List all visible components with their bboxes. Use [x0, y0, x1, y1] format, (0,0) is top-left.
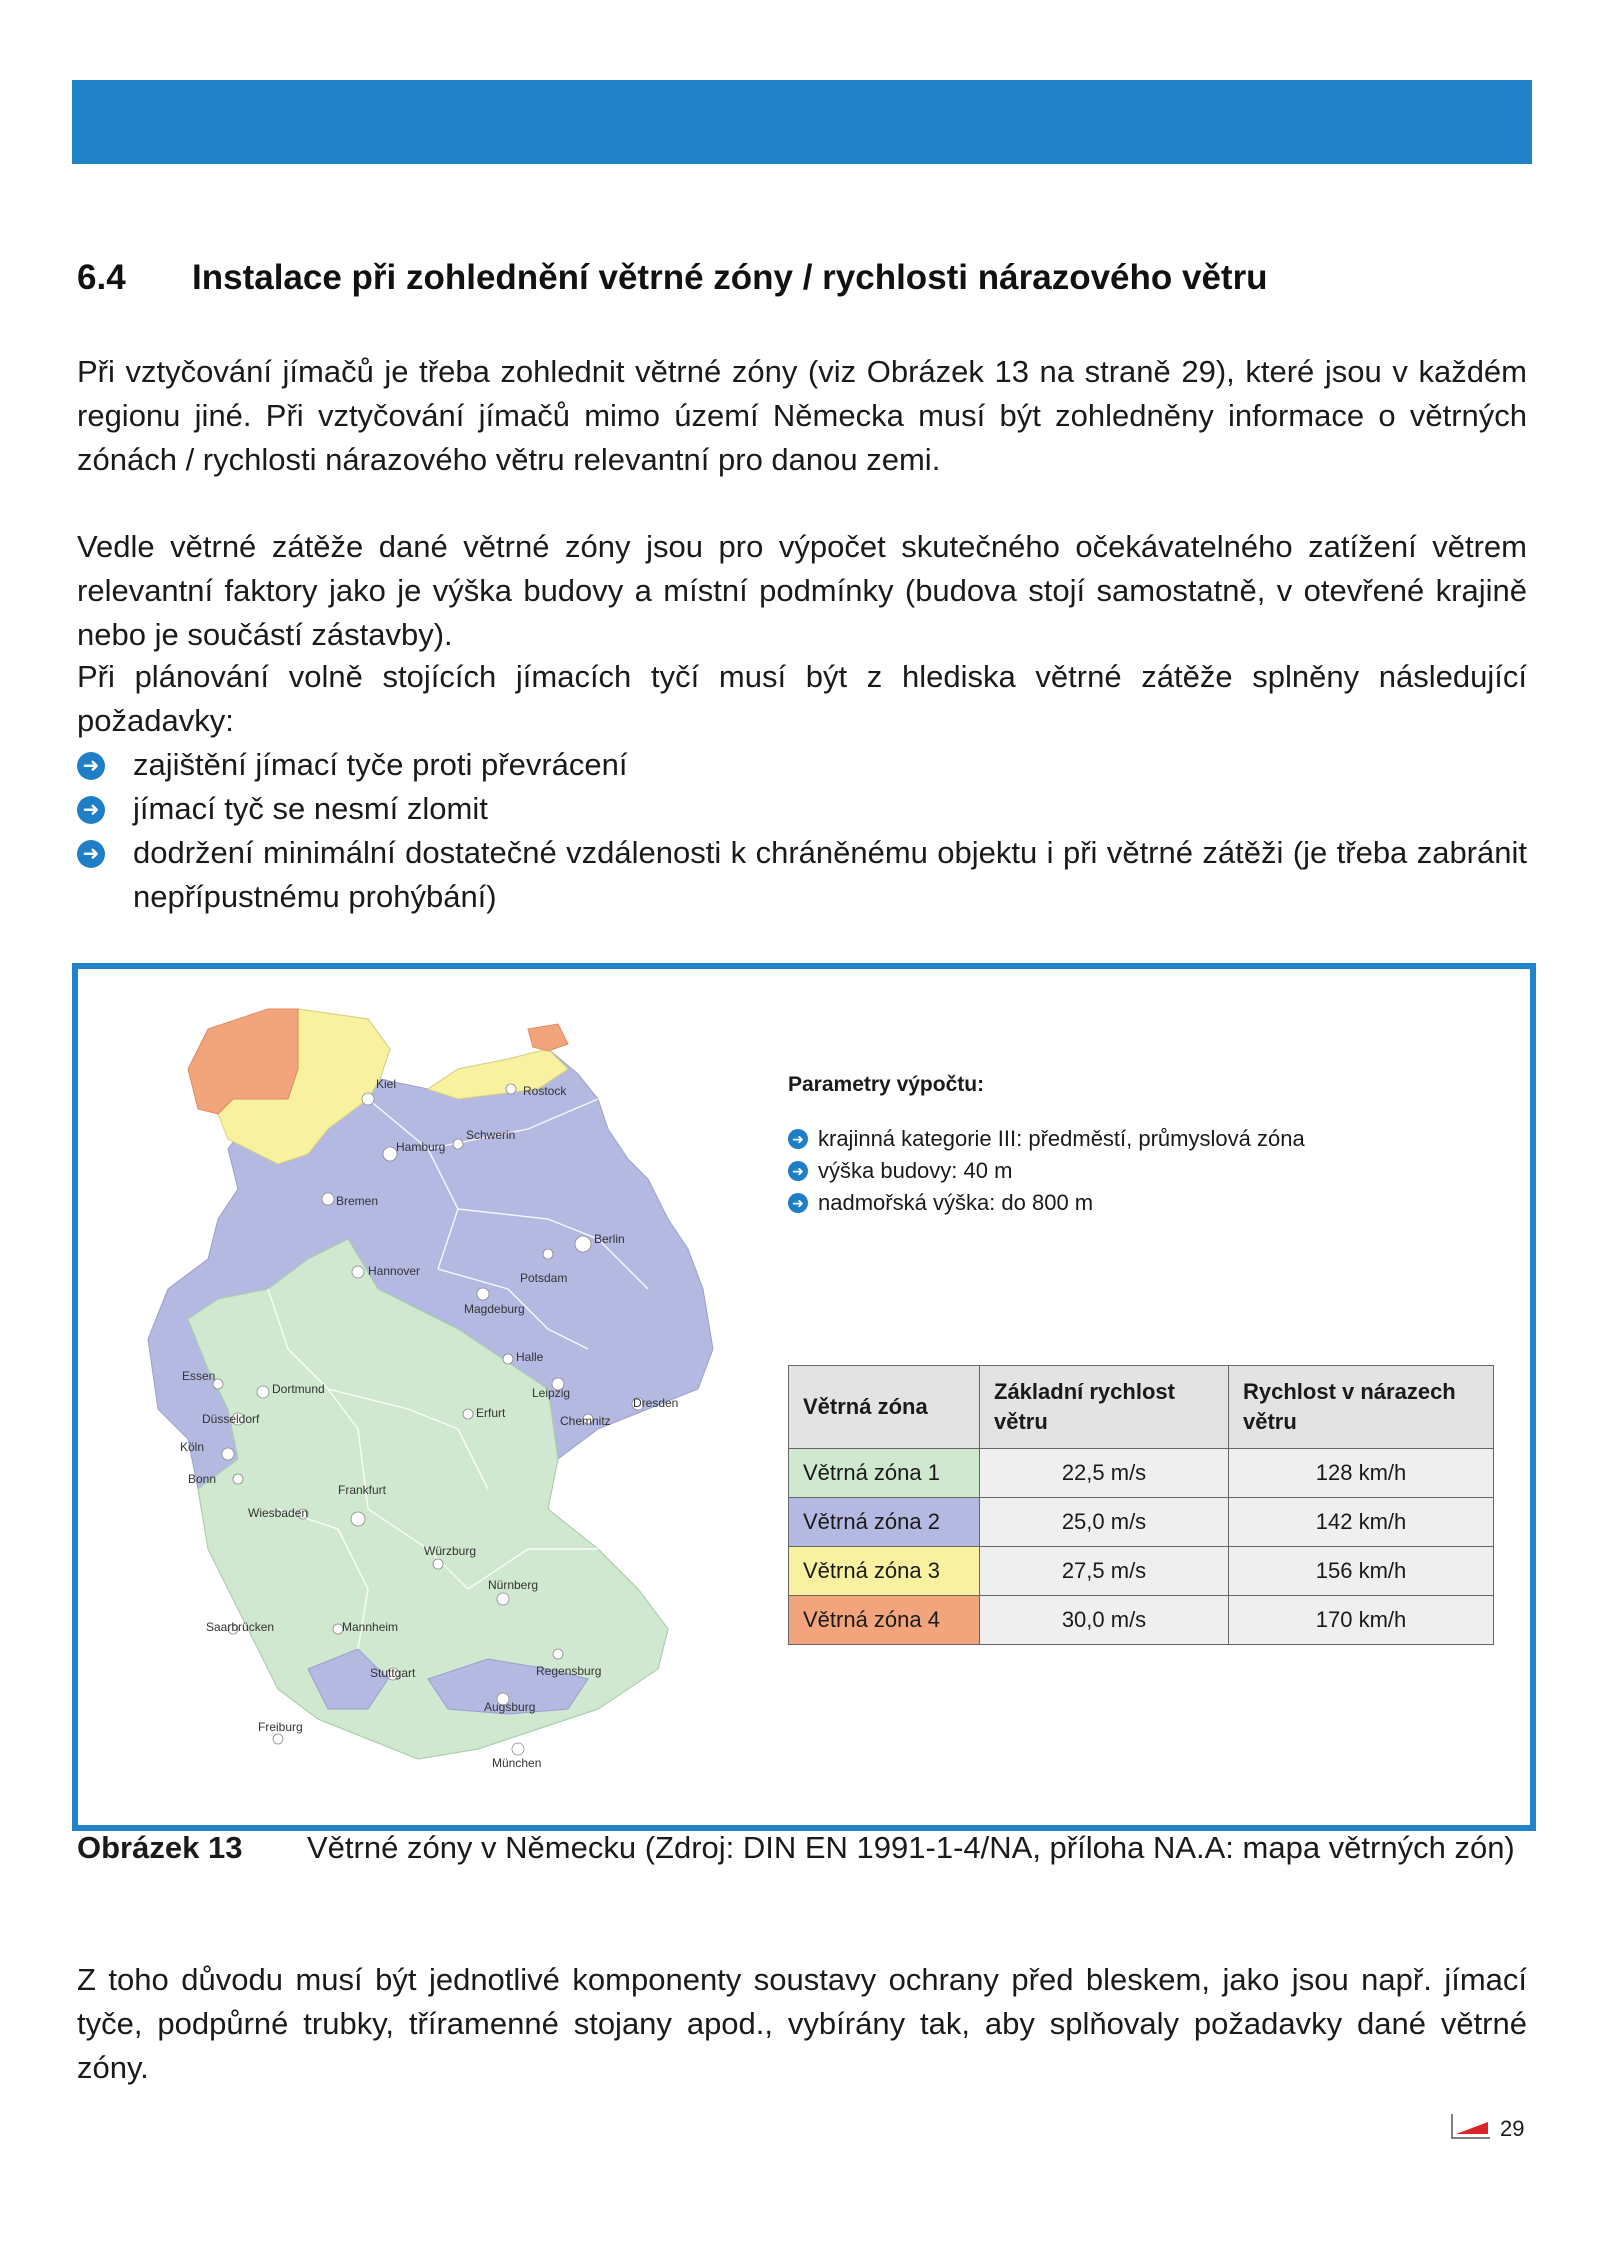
- city-label: Würzburg: [424, 1544, 477, 1558]
- list-item: ➜ jímací tyč se nesmí zlomit: [77, 787, 1527, 831]
- zone-cell: Větrná zóna 3: [789, 1547, 980, 1596]
- calculation-parameters: [788, 1073, 1488, 1219]
- city-label: Kiel: [376, 1077, 397, 1091]
- figure-wind-zones: [72, 963, 1536, 1831]
- list-item: ➜ nadmořská výška: do 800 m: [788, 1187, 1488, 1219]
- city-label: Bonn: [188, 1472, 217, 1486]
- list-item: ➜ dodržení minimální dostatečné vzdálenosti k chráněnému objektu i při větrné zátěži (je třeba zabránit nepřípustnému prohýbání): [77, 831, 1527, 919]
- paragraph-factors: Vedle větrné zátěže dané větrné zóny jsou pro výpočet skutečného očekávatelného zatížení větrem relevantní faktory jako je výška budovy a místní podmínky (budova stojí samostatně, v otevřené krajině nebo je součástí zástavby).: [77, 529, 1527, 652]
- arrow-right-icon: ➜: [77, 796, 105, 824]
- table-row: [789, 1498, 1494, 1547]
- city-label: Köln: [180, 1440, 205, 1454]
- paragraph-intro: Při vztyčování jímačů je třeba zohlednit větrné zóny (viz Obrázek 13 na straně 29), které jsou v každém regionu jiné. Při vztyčování jímačů mimo území Německa musí být zohledněny informace o větrných zónách / rychlosti nárazového větru relevantní pro danou zemi.: [77, 354, 1527, 477]
- brand-logo-icon: [1450, 2112, 1492, 2140]
- section-number: 6.4: [77, 258, 126, 297]
- arrow-right-icon: ➜: [788, 1193, 808, 1213]
- city-label: Frankfurt: [338, 1483, 387, 1497]
- city-label: Augsburg: [484, 1700, 536, 1714]
- city-label: Rostock: [523, 1084, 567, 1098]
- section-title: Instalace při zohlednění větrné zóny / rychlosti nárazového větru: [192, 258, 1268, 297]
- paragraph-requirements: Při plánování volně stojících jímacích tyčí musí být z hlediska větrné zátěže splněny následující požadavky:: [77, 659, 1527, 738]
- zone-4-ruegen: [528, 1024, 568, 1051]
- city-label: Dortmund: [272, 1382, 325, 1396]
- city-label: Nürnberg: [488, 1578, 539, 1592]
- city-label: Saarbrücken: [206, 1620, 275, 1634]
- gust-speed-cell: 128 km/h: [1229, 1449, 1494, 1498]
- city-label: Halle: [516, 1350, 544, 1364]
- city-label: Potsdam: [520, 1271, 568, 1285]
- params-list: [788, 1123, 1488, 1219]
- paragraph-closing: Z toho důvodu musí být jednotlivé komponenty soustavy ochrany před bleskem, jako jsou např. jímací tyče, podpůrné trubky, tříramenné stojany apod., vybírány tak, aby splňovaly požadavky dané větrné zóny.: [77, 1962, 1527, 2085]
- city-label: Stuttgart: [370, 1666, 416, 1680]
- base-speed-cell: 27,5 m/s: [980, 1547, 1229, 1596]
- caption-text: Větrné zóny v Německu (Zdroj: DIN EN 1991-1-4/NA, příloha NA.A: mapa větrných zón): [307, 1830, 1515, 1865]
- city-label: Chemnitz: [560, 1414, 611, 1428]
- gust-speed-cell: 156 km/h: [1229, 1547, 1494, 1596]
- params-title: Parametry výpočtu:: [788, 1073, 985, 1096]
- gust-speed-cell: 170 km/h: [1229, 1596, 1494, 1645]
- city-label: Erfurt: [476, 1406, 506, 1420]
- city-label: Leipzig: [532, 1386, 571, 1400]
- table-row: [789, 1596, 1494, 1645]
- city-label: Berlin: [594, 1232, 625, 1246]
- city-label: Magdeburg: [464, 1302, 525, 1316]
- list-item: ➜ zajištění jímací tyče proti převrácení: [77, 743, 1527, 787]
- page-number: 29: [1500, 2116, 1525, 2141]
- gust-speed-cell: 142 km/h: [1229, 1498, 1494, 1547]
- city-label: Dresden: [633, 1396, 679, 1410]
- requirements-list: [77, 743, 1527, 919]
- city-label: Mannheim: [342, 1620, 399, 1634]
- arrow-right-icon: ➜: [788, 1129, 808, 1149]
- city-label: Hannover: [368, 1264, 421, 1278]
- list-item: ➜ krajinná kategorie III: předměstí, průmyslová zóna: [788, 1123, 1488, 1155]
- zone-cell: Větrná zóna 2: [789, 1498, 980, 1547]
- column-header: Rychlost v nárazech větru: [1229, 1366, 1494, 1449]
- table-row: [789, 1449, 1494, 1498]
- arrow-right-icon: ➜: [788, 1161, 808, 1181]
- city-label: Schwerin: [466, 1128, 516, 1142]
- caption-label: Obrázek 13: [77, 1830, 243, 1865]
- wind-zone-table: [788, 1365, 1494, 1645]
- header-bar: [72, 80, 1532, 164]
- section-heading: [77, 258, 1268, 298]
- city-label: Freiburg: [258, 1720, 303, 1734]
- column-header: Základní rychlost větru: [980, 1366, 1229, 1449]
- table-row: [789, 1547, 1494, 1596]
- zone-4-area: [188, 1009, 298, 1114]
- germany-wind-zone-map: [128, 989, 808, 1809]
- city-label: Wiesbaden: [248, 1506, 309, 1520]
- list-item: ➜ výška budovy: 40 m: [788, 1155, 1488, 1187]
- city-label: München: [492, 1756, 542, 1770]
- city-label: Hamburg: [396, 1140, 446, 1154]
- city-label: Essen: [182, 1369, 216, 1383]
- arrow-right-icon: ➜: [77, 752, 105, 780]
- city-label: Düsseldorf: [202, 1412, 260, 1426]
- zone-cell: Větrná zóna 4: [789, 1596, 980, 1645]
- column-header: Větrná zóna: [789, 1366, 980, 1449]
- arrow-right-icon: ➜: [77, 840, 105, 868]
- base-speed-cell: 22,5 m/s: [980, 1449, 1229, 1498]
- zone-cell: Větrná zóna 1: [789, 1449, 980, 1498]
- base-speed-cell: 30,0 m/s: [980, 1596, 1229, 1645]
- city-label: Regensburg: [536, 1664, 602, 1678]
- base-speed-cell: 25,0 m/s: [980, 1498, 1229, 1547]
- city-label: Bremen: [336, 1194, 379, 1208]
